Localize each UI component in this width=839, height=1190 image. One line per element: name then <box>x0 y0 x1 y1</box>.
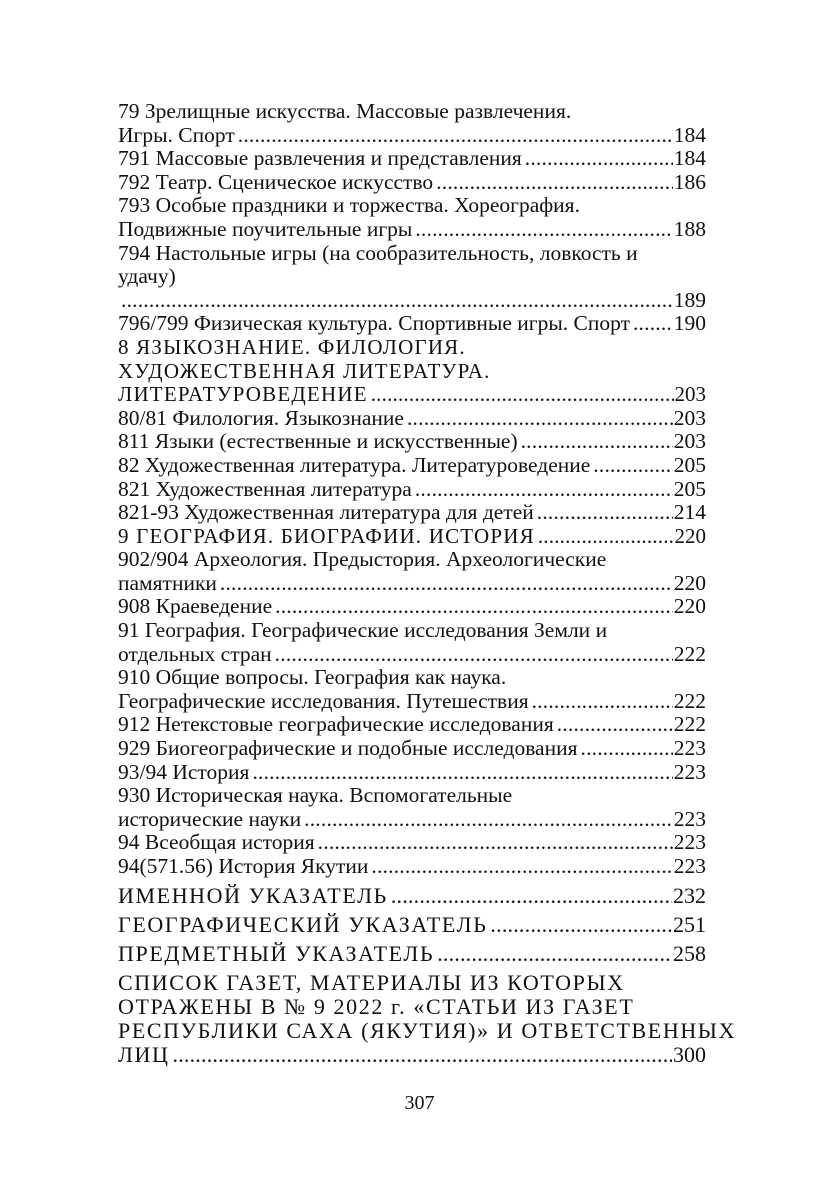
dot-leader <box>593 454 672 478</box>
dot-leader <box>220 572 673 596</box>
toc-entry-leader-row <box>118 454 706 478</box>
toc-entry-title: памятники <box>118 570 217 595</box>
toc-entry-title-line: 902/904 Археология. Предыстория. Археологические <box>118 547 607 572</box>
dot-leader <box>371 383 674 407</box>
toc-entry-leader-row <box>118 501 706 525</box>
toc-entry-title-line: ОТРАЖЕНЫ В № 9 2022 г. «СТАТЬИ ИЗ ГАЗЕТ <box>118 993 635 1019</box>
dot-leader <box>521 430 673 454</box>
toc-entry-page: 214 <box>673 500 706 525</box>
toc-entry-page: 220 <box>673 594 706 619</box>
toc-entry-title-line: удачу) <box>118 264 176 289</box>
dot-leader <box>304 808 673 832</box>
toc-entry-page: 222 <box>673 688 706 713</box>
toc-entry[interactable] <box>118 430 706 454</box>
toc-entry-title: Географические исследования. Путешествия <box>118 688 529 713</box>
toc-entry-page: 188 <box>673 216 706 241</box>
toc-entry-title: 811 Языки (естественные и искусственные) <box>118 429 518 454</box>
toc-entry-page: 220 <box>674 523 706 548</box>
toc-entry-title-line: СПИСОК ГАЗЕТ, МАТЕРИАЛЫ ИЗ КОТОРЫХ <box>118 969 625 995</box>
toc-entry-title: 94(571.56) История Якутии <box>118 854 369 878</box>
toc-entry[interactable] <box>118 737 706 761</box>
dot-leader <box>557 713 673 737</box>
toc-entry-leader-row <box>118 913 706 937</box>
toc-entry[interactable] <box>118 884 706 908</box>
toc-entry[interactable] <box>118 595 706 619</box>
toc-entry-page: 223 <box>673 759 706 784</box>
toc-entry-title: ЛИЦ <box>118 1041 170 1067</box>
dot-leader <box>532 690 673 714</box>
toc-entry-title: 82 Художественная литература. Литературоведение <box>118 452 591 477</box>
dot-leader <box>537 501 673 525</box>
toc-entry-leader-row <box>118 218 706 242</box>
toc-entry-page: 232 <box>673 882 706 908</box>
toc-entry-leader-row <box>118 124 706 148</box>
toc-entry[interactable] <box>118 478 706 502</box>
toc-entry[interactable] <box>118 407 706 431</box>
toc-entry-leader-row <box>118 430 706 454</box>
toc-entry[interactable] <box>118 312 706 336</box>
toc-entry-page: 222 <box>673 641 706 666</box>
page-number: 307 <box>404 1092 435 1114</box>
toc-entry-page: 223 <box>673 830 706 855</box>
toc-entry-title: ГЕОГРАФИЧЕСКИЙ УКАЗАТЕЛЬ <box>118 911 488 937</box>
toc-entry-page: 190 <box>673 311 706 336</box>
toc-entry[interactable] <box>118 525 706 549</box>
dot-leader <box>238 124 673 148</box>
toc-entry-title: ИМЕННОЙ УКАЗАТЕЛЬ <box>118 882 388 908</box>
dot-leader <box>252 761 672 785</box>
toc-entry-title-line: ХУДОЖЕСТВЕННАЯ ЛИТЕРАТУРА. <box>118 358 491 383</box>
toc-entry[interactable] <box>118 913 706 937</box>
toc-entry-leader-row <box>118 643 706 667</box>
dot-leader <box>415 478 673 502</box>
toc-entry-leader-row <box>118 831 706 855</box>
toc-entry-title: 94 Всеобщая история <box>118 830 315 855</box>
dot-leader <box>407 407 673 431</box>
dot-leader <box>581 737 673 761</box>
toc-entry[interactable] <box>118 666 706 713</box>
toc-entry[interactable] <box>118 100 706 147</box>
toc-entry-title: 821-93 Художественная литература для детей <box>118 500 534 525</box>
toc-entry[interactable] <box>118 454 706 478</box>
table-of-contents <box>118 99 737 1067</box>
toc-entry[interactable] <box>118 501 706 525</box>
toc-entry-page: 222 <box>673 712 706 737</box>
toc-entry-leader-row <box>118 595 706 619</box>
toc-entry-leader-row <box>118 525 706 549</box>
toc-entry-page: 223 <box>673 854 706 878</box>
toc-entry[interactable] <box>118 194 706 241</box>
toc-entry-title: 908 Краеведение <box>118 594 273 619</box>
dot-leader <box>275 643 673 667</box>
toc-entry[interactable] <box>118 761 706 785</box>
dot-leader <box>525 147 673 171</box>
toc-entry-leader-row <box>118 478 706 502</box>
toc-entry-title: 796/799 Физическая культура. Спортивные игры. Спорт <box>118 311 630 336</box>
dot-leader <box>415 218 672 242</box>
toc-entry-title: 912 Нетекстовые географические исследования <box>118 712 554 737</box>
toc-entry-leader-row <box>118 884 706 908</box>
toc-entry-title: ЛИТЕРАТУРОВЕДЕНИЕ <box>118 382 368 407</box>
toc-entry-page: 251 <box>673 911 706 937</box>
dot-leader <box>371 855 672 879</box>
toc-entry-page: 203 <box>673 405 706 430</box>
dot-leader <box>121 289 673 313</box>
toc-entry-title: ПРЕДМЕТНЫЙ УКАЗАТЕЛЬ <box>118 940 435 966</box>
toc-entry[interactable] <box>118 969 737 1067</box>
toc-entry-title-line: 910 Общие вопросы. География как наука. <box>118 665 507 690</box>
toc-entry-page: 300 <box>673 1041 706 1067</box>
toc-entry-leader-row <box>118 690 706 714</box>
toc-entry-page: 186 <box>673 169 706 194</box>
toc-entry-leader-row <box>118 383 706 407</box>
toc-entry-title: 80/81 Филология. Языкознание <box>118 405 404 430</box>
toc-entry-leader-row <box>118 289 706 313</box>
toc-entry-title: исторические науки <box>118 806 302 831</box>
toc-entry-leader-row <box>118 1043 706 1067</box>
toc-entry-title: 93/94 История <box>118 759 250 784</box>
toc-entry-leader-row <box>118 942 706 966</box>
toc-entry-page: 189 <box>673 287 706 312</box>
toc-entry-leader-row <box>118 407 706 431</box>
dot-leader <box>275 595 673 619</box>
toc-entry[interactable] <box>118 336 706 407</box>
toc-entry[interactable] <box>118 855 706 879</box>
toc-entry-title-line: 91 География. Географические исследования Земли и <box>118 618 608 643</box>
toc-entry-page: 203 <box>674 382 706 407</box>
toc-entry[interactable] <box>118 619 706 666</box>
dot-leader <box>538 525 674 549</box>
dot-leader <box>633 312 673 336</box>
toc-entry-title: Игры. Спорт <box>118 122 235 147</box>
toc-entry[interactable] <box>118 713 706 737</box>
toc-entry[interactable] <box>118 831 706 855</box>
toc-entry[interactable] <box>118 784 706 831</box>
toc-entry-page: 220 <box>673 570 706 595</box>
toc-entry[interactable] <box>118 942 706 966</box>
toc-entry-leader-row <box>118 737 706 761</box>
toc-entry[interactable] <box>118 242 706 313</box>
dot-leader <box>391 884 672 908</box>
toc-entry-leader-row <box>118 147 706 171</box>
toc-entry-page: 184 <box>673 122 706 147</box>
dot-leader <box>436 171 673 195</box>
toc-entry-title: Подвижные поучительные игры <box>118 216 413 241</box>
toc-entry-title-line: 79 Зрелищные искусства. Массовые развлечения. <box>118 99 572 123</box>
toc-entry-title: 929 Биогеографические и подобные исследования <box>118 736 578 761</box>
dot-leader <box>490 913 672 937</box>
toc-entry-leader-row <box>118 572 706 596</box>
toc-entry-page: 205 <box>673 476 706 501</box>
toc-entry-title: 792 Театр. Сценическое искусство <box>118 169 434 194</box>
dot-leader <box>437 942 672 966</box>
toc-entry-title: 791 Массовые развлечения и представления <box>118 146 522 171</box>
toc-entry-title: 821 Художественная литература <box>118 476 412 501</box>
toc-entry[interactable] <box>118 548 706 595</box>
toc-entry-page: 203 <box>673 429 706 454</box>
toc-entry-leader-row <box>118 312 706 336</box>
toc-entry-title-line: 930 Историческая наука. Вспомогательные <box>118 783 513 808</box>
dot-leader <box>173 1043 673 1067</box>
dot-leader <box>318 831 673 855</box>
toc-entry-page: 184 <box>673 146 706 171</box>
toc-entry-title: 9 ГЕОГРАФИЯ. БИОГРАФИИ. ИСТОРИЯ <box>118 523 535 548</box>
toc-entry[interactable] <box>118 147 706 171</box>
toc-entry-title-line: 8 ЯЗЫКОЗНАНИЕ. ФИЛОЛОГИЯ. <box>118 334 466 359</box>
toc-entry-leader-row <box>118 808 706 832</box>
toc-entry-page: 205 <box>673 452 706 477</box>
toc-entry-leader-row <box>118 713 706 737</box>
toc-entry-title-line: РЕСПУБЛИКИ САХА (ЯКУТИЯ)» И ОТВЕТСТВЕННЫХ <box>118 1017 737 1043</box>
toc-entry-page: 258 <box>673 940 706 966</box>
toc-entry-page: 223 <box>673 736 706 761</box>
toc-entry[interactable] <box>118 171 706 195</box>
toc-entry-leader-row <box>118 171 706 195</box>
toc-entry-page: 223 <box>673 806 706 831</box>
toc-entry-title: отдельных стран <box>118 641 272 666</box>
toc-entry-title-line: 794 Настольные игры (на сообразительность, ловкость и <box>118 240 638 265</box>
toc-entry-leader-row <box>118 855 706 879</box>
toc-entry-leader-row <box>118 761 706 785</box>
toc-entry-title-line: 793 Особые праздники и торжества. Хореография. <box>118 193 580 218</box>
